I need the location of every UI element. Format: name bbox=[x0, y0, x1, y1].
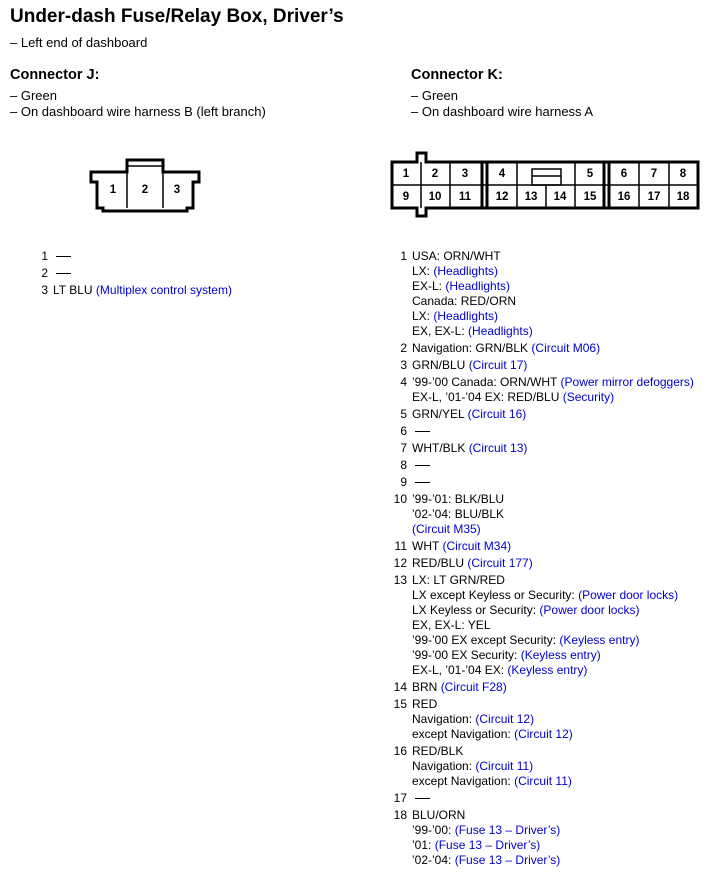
pin-number: 12 bbox=[393, 556, 407, 570]
pin-number: 18 bbox=[393, 808, 407, 822]
pin-description bbox=[412, 249, 533, 339]
wire-text: RED/BLK bbox=[412, 744, 464, 758]
wire-text: WHT/BLK bbox=[412, 441, 466, 455]
pin-description bbox=[412, 341, 600, 356]
wire-text: LX: bbox=[412, 264, 431, 278]
connector-j-cavity-3: 3 bbox=[173, 184, 181, 197]
circuit-link[interactable]: (Headlights) bbox=[445, 279, 511, 293]
wire-text: ’01: bbox=[412, 838, 432, 852]
pin-line bbox=[412, 573, 678, 588]
pin-line bbox=[412, 712, 573, 727]
pin-number: 8 bbox=[400, 458, 407, 472]
connector-k-pin-18 bbox=[383, 808, 694, 868]
wire-text: BRN bbox=[412, 680, 438, 694]
wire-text: EX, EX-L: YEL bbox=[412, 618, 491, 632]
connector-k-cavity-1: 1 bbox=[402, 168, 410, 181]
connector-k-cavity-4: 4 bbox=[498, 168, 506, 181]
connector-j-note-harness: – On dashboard wire harness B (left branch) bbox=[10, 104, 266, 119]
pin-line bbox=[412, 492, 504, 507]
pin-line bbox=[412, 294, 533, 309]
pin-description bbox=[412, 375, 694, 405]
pin-number: 13 bbox=[393, 573, 407, 587]
circuit-link[interactable]: (Headlights) bbox=[433, 264, 499, 278]
circuit-link[interactable]: (Keyless entry) bbox=[559, 633, 640, 647]
pin-line bbox=[412, 759, 572, 774]
connector-k-cavity-15: 15 bbox=[583, 191, 597, 204]
connector-k-pin-3 bbox=[383, 358, 694, 373]
circuit-link[interactable]: (Fuse 13 – Driver’s) bbox=[434, 838, 541, 852]
connector-k-pin-14 bbox=[383, 680, 694, 695]
pin-number: 7 bbox=[400, 441, 407, 455]
pin-line bbox=[412, 774, 572, 789]
connector-j-cavity-1: 1 bbox=[109, 184, 117, 197]
connector-j-pin-2 bbox=[24, 266, 232, 281]
pin-description bbox=[412, 808, 560, 868]
pin-line bbox=[412, 727, 573, 742]
connector-k-cavity-12: 12 bbox=[495, 191, 509, 204]
pin-line bbox=[412, 618, 678, 633]
pin-number: 3 bbox=[400, 358, 407, 372]
pin-line bbox=[53, 283, 232, 298]
wire-text: LX except Keyless or Security: bbox=[412, 588, 575, 602]
pin-description bbox=[53, 266, 71, 281]
page-title: Under-dash Fuse/Relay Box, Driver’s bbox=[10, 6, 344, 27]
page-subtitle: – Left end of dashboard bbox=[10, 35, 148, 50]
wire-text: USA: ORN/WHT bbox=[412, 249, 501, 263]
pin-line bbox=[412, 603, 678, 618]
connector-k-cavity-14: 14 bbox=[553, 191, 567, 204]
circuit-link[interactable]: (Power door locks) bbox=[539, 603, 640, 617]
pin-line bbox=[412, 407, 526, 422]
wire-text: GRN/BLU bbox=[412, 358, 466, 372]
circuit-link[interactable]: (Circuit 17) bbox=[468, 358, 528, 372]
pin-number: 10 bbox=[393, 492, 407, 506]
pin-line bbox=[412, 309, 533, 324]
pin-line bbox=[412, 853, 560, 868]
pin-line bbox=[412, 808, 560, 823]
circuit-link[interactable]: (Circuit 11) bbox=[514, 774, 572, 788]
wire-text: ’99-’00 EX except Security: bbox=[412, 633, 557, 647]
circuit-link[interactable]: (Headlights) bbox=[433, 309, 499, 323]
pin-description bbox=[412, 556, 533, 571]
wire-text: ’99-’00: bbox=[412, 823, 452, 837]
wire-text: LT BLU bbox=[53, 283, 93, 297]
unused-pin-dash bbox=[56, 256, 71, 257]
pin-line bbox=[412, 539, 511, 554]
wire-text: ’99-’01: BLK/BLU bbox=[412, 492, 505, 506]
pin-description bbox=[412, 697, 573, 742]
wire-text: ’99-’00 Canada: ORN/WHT bbox=[412, 375, 558, 389]
circuit-link[interactable]: (Headlights) bbox=[468, 324, 533, 338]
pin-number: 15 bbox=[393, 697, 407, 711]
unused-pin-dash bbox=[56, 273, 71, 274]
unused-pin-dash bbox=[415, 798, 430, 799]
wire-text: EX-L: bbox=[412, 279, 443, 293]
unused-pin-dash bbox=[415, 482, 430, 483]
connector-k-cavity-6: 6 bbox=[620, 168, 628, 181]
connector-k-cavity-18: 18 bbox=[676, 191, 690, 204]
pin-number: 2 bbox=[400, 341, 407, 355]
connector-k-pin-15 bbox=[383, 697, 694, 742]
connector-k-pin-16 bbox=[383, 744, 694, 789]
connector-k-cavity-11: 11 bbox=[458, 191, 472, 204]
wire-text: Canada: RED/ORN bbox=[412, 294, 517, 308]
pin-number: 9 bbox=[400, 475, 407, 489]
connector-j-title: Connector J: bbox=[10, 67, 100, 83]
connector-j-note-color: – Green bbox=[10, 88, 57, 103]
pin-number: 1 bbox=[41, 249, 48, 263]
pin-line bbox=[412, 633, 678, 648]
wire-text: EX, EX-L: bbox=[412, 324, 465, 338]
pin-description bbox=[412, 424, 430, 439]
circuit-link[interactable]: (Keyless entry) bbox=[507, 663, 588, 677]
connector-j-pin-list bbox=[24, 249, 232, 300]
pin-line bbox=[412, 680, 507, 695]
circuit-link[interactable]: (Keyless entry) bbox=[520, 648, 601, 662]
pin-description bbox=[53, 283, 232, 298]
connector-k-pin-6 bbox=[383, 424, 694, 439]
connector-k-pin-7 bbox=[383, 441, 694, 456]
pin-number: 6 bbox=[400, 424, 407, 438]
wire-text: RED bbox=[412, 697, 438, 711]
wire-text: Navigation: GRN/BLK bbox=[412, 341, 529, 355]
circuit-link[interactable]: (Fuse 13 – Driver’s) bbox=[454, 823, 561, 837]
pin-line bbox=[412, 522, 504, 537]
pin-description bbox=[412, 744, 572, 789]
wire-text: WHT bbox=[412, 539, 440, 553]
pin-description bbox=[412, 539, 511, 554]
circuit-link[interactable]: (Circuit 16) bbox=[467, 407, 527, 421]
connector-j-cavity-2: 2 bbox=[141, 184, 149, 197]
wire-text: LX: LT GRN/RED bbox=[412, 573, 505, 587]
circuit-link[interactable]: (Circuit 11) bbox=[475, 759, 534, 773]
pin-number: 4 bbox=[400, 375, 407, 389]
circuit-link[interactable]: (Circuit F28) bbox=[440, 680, 507, 694]
circuit-link[interactable]: (Circuit 12) bbox=[514, 727, 573, 741]
pin-line bbox=[412, 744, 572, 759]
pin-description bbox=[53, 249, 71, 264]
pin-line bbox=[412, 648, 678, 663]
pin-number: 3 bbox=[41, 283, 48, 297]
connector-k-cavity-8: 8 bbox=[679, 168, 687, 181]
connector-k-cavity-3: 3 bbox=[461, 168, 469, 181]
wire-text: ’02-’04: BLU/BLK bbox=[412, 507, 505, 521]
pin-description bbox=[412, 458, 430, 473]
wire-text: EX-L, ’01-’04 EX: RED/BLU bbox=[412, 390, 560, 404]
connector-k-pin-list bbox=[383, 249, 694, 870]
pin-description bbox=[412, 407, 526, 422]
connector-k-cavity-9: 9 bbox=[402, 191, 410, 204]
wire-text: RED/BLU bbox=[412, 556, 465, 570]
pin-line bbox=[412, 358, 527, 373]
pin-line bbox=[412, 823, 560, 838]
connector-k-pin-13 bbox=[383, 573, 694, 678]
connector-k-pin-5 bbox=[383, 407, 694, 422]
connector-k-pin-17 bbox=[383, 791, 694, 806]
pin-description bbox=[412, 573, 678, 678]
connector-k-pin-12 bbox=[383, 556, 694, 571]
unused-pin-dash bbox=[415, 431, 430, 432]
circuit-link[interactable]: (Circuit 12) bbox=[475, 712, 535, 726]
connector-k-cavity-5: 5 bbox=[586, 168, 594, 181]
connector-k-diagram bbox=[385, 150, 705, 220]
pin-description bbox=[412, 791, 430, 806]
wire-text: BLU/ORN bbox=[412, 808, 466, 822]
pin-line bbox=[412, 588, 678, 603]
pin-number: 2 bbox=[41, 266, 48, 280]
pin-number: 1 bbox=[400, 249, 407, 263]
pin-number: 5 bbox=[400, 407, 407, 421]
wire-text: ’99-’00 EX Security: bbox=[412, 648, 518, 662]
pin-line bbox=[412, 279, 533, 294]
connector-k-note-harness: – On dashboard wire harness A bbox=[411, 104, 594, 119]
connector-k-pin-8 bbox=[383, 458, 694, 473]
pin-description bbox=[412, 358, 527, 373]
wire-text: EX-L, ’01-’04 EX: bbox=[412, 663, 505, 677]
pin-line bbox=[412, 663, 678, 678]
circuit-link[interactable]: (Circuit M35) bbox=[412, 522, 481, 536]
wire-text: LX Keyless or Security: bbox=[412, 603, 537, 617]
pin-description bbox=[412, 492, 504, 537]
pin-description bbox=[412, 441, 527, 456]
pin-line bbox=[412, 556, 533, 571]
circuit-link[interactable]: (Circuit 13) bbox=[468, 441, 528, 455]
unused-pin-dash bbox=[415, 465, 430, 466]
pin-line bbox=[412, 264, 533, 279]
connector-k-title: Connector K: bbox=[411, 67, 503, 83]
pin-line bbox=[412, 390, 694, 405]
connector-k-pin-10 bbox=[383, 492, 694, 537]
pin-line bbox=[412, 324, 533, 339]
pin-number: 14 bbox=[393, 680, 407, 694]
connector-k-pin-9 bbox=[383, 475, 694, 490]
pin-number: 17 bbox=[393, 791, 407, 805]
connector-k-cavity-7: 7 bbox=[650, 168, 658, 181]
wire-text: except Navigation: bbox=[412, 774, 511, 788]
pin-line bbox=[412, 249, 533, 264]
circuit-link[interactable]: (Circuit M34) bbox=[442, 539, 512, 553]
pin-number: 16 bbox=[393, 744, 407, 758]
pin-description bbox=[412, 475, 430, 490]
connector-k-pin-11 bbox=[383, 539, 694, 554]
wire-text: LX: bbox=[412, 309, 431, 323]
wire-text: Navigation: bbox=[412, 759, 473, 773]
circuit-link[interactable]: (Circuit 177) bbox=[467, 556, 533, 570]
pin-description bbox=[412, 680, 507, 695]
pin-line bbox=[412, 507, 504, 522]
connector-k-cavity-16: 16 bbox=[617, 191, 631, 204]
connector-k-pin-1 bbox=[383, 249, 694, 339]
connector-k-cavity-13: 13 bbox=[524, 191, 538, 204]
connector-j-pin-3 bbox=[24, 283, 232, 298]
pin-line bbox=[412, 341, 600, 356]
pin-number: 11 bbox=[394, 539, 407, 553]
connector-k-pin-2 bbox=[383, 341, 694, 356]
pin-line bbox=[412, 441, 527, 456]
connector-j-diagram bbox=[85, 155, 205, 215]
wire-text: except Navigation: bbox=[412, 727, 511, 741]
wire-text: ’02-’04: bbox=[412, 853, 452, 867]
connector-k-pin-4 bbox=[383, 375, 694, 405]
pin-line bbox=[412, 697, 573, 712]
connector-k-note-color: – Green bbox=[411, 88, 458, 103]
connector-k-cavity-2: 2 bbox=[431, 168, 439, 181]
connector-k-cavity-17: 17 bbox=[647, 191, 661, 204]
circuit-link[interactable]: (Power mirror defoggers) bbox=[560, 375, 694, 389]
wire-text: Navigation: bbox=[412, 712, 473, 726]
connector-j-pin-1 bbox=[24, 249, 232, 264]
connector-k-cavity-10: 10 bbox=[428, 191, 442, 204]
circuit-link[interactable]: (Circuit M06) bbox=[531, 341, 601, 355]
circuit-link[interactable]: (Power door locks) bbox=[578, 588, 679, 602]
circuit-link[interactable]: (Security) bbox=[562, 390, 615, 404]
circuit-link[interactable]: (Fuse 13 – Driver’s) bbox=[454, 853, 561, 867]
pin-line bbox=[412, 375, 694, 390]
wire-text: GRN/YEL bbox=[412, 407, 465, 421]
pin-line bbox=[412, 838, 560, 853]
circuit-link[interactable]: (Multiplex control system) bbox=[95, 283, 232, 297]
